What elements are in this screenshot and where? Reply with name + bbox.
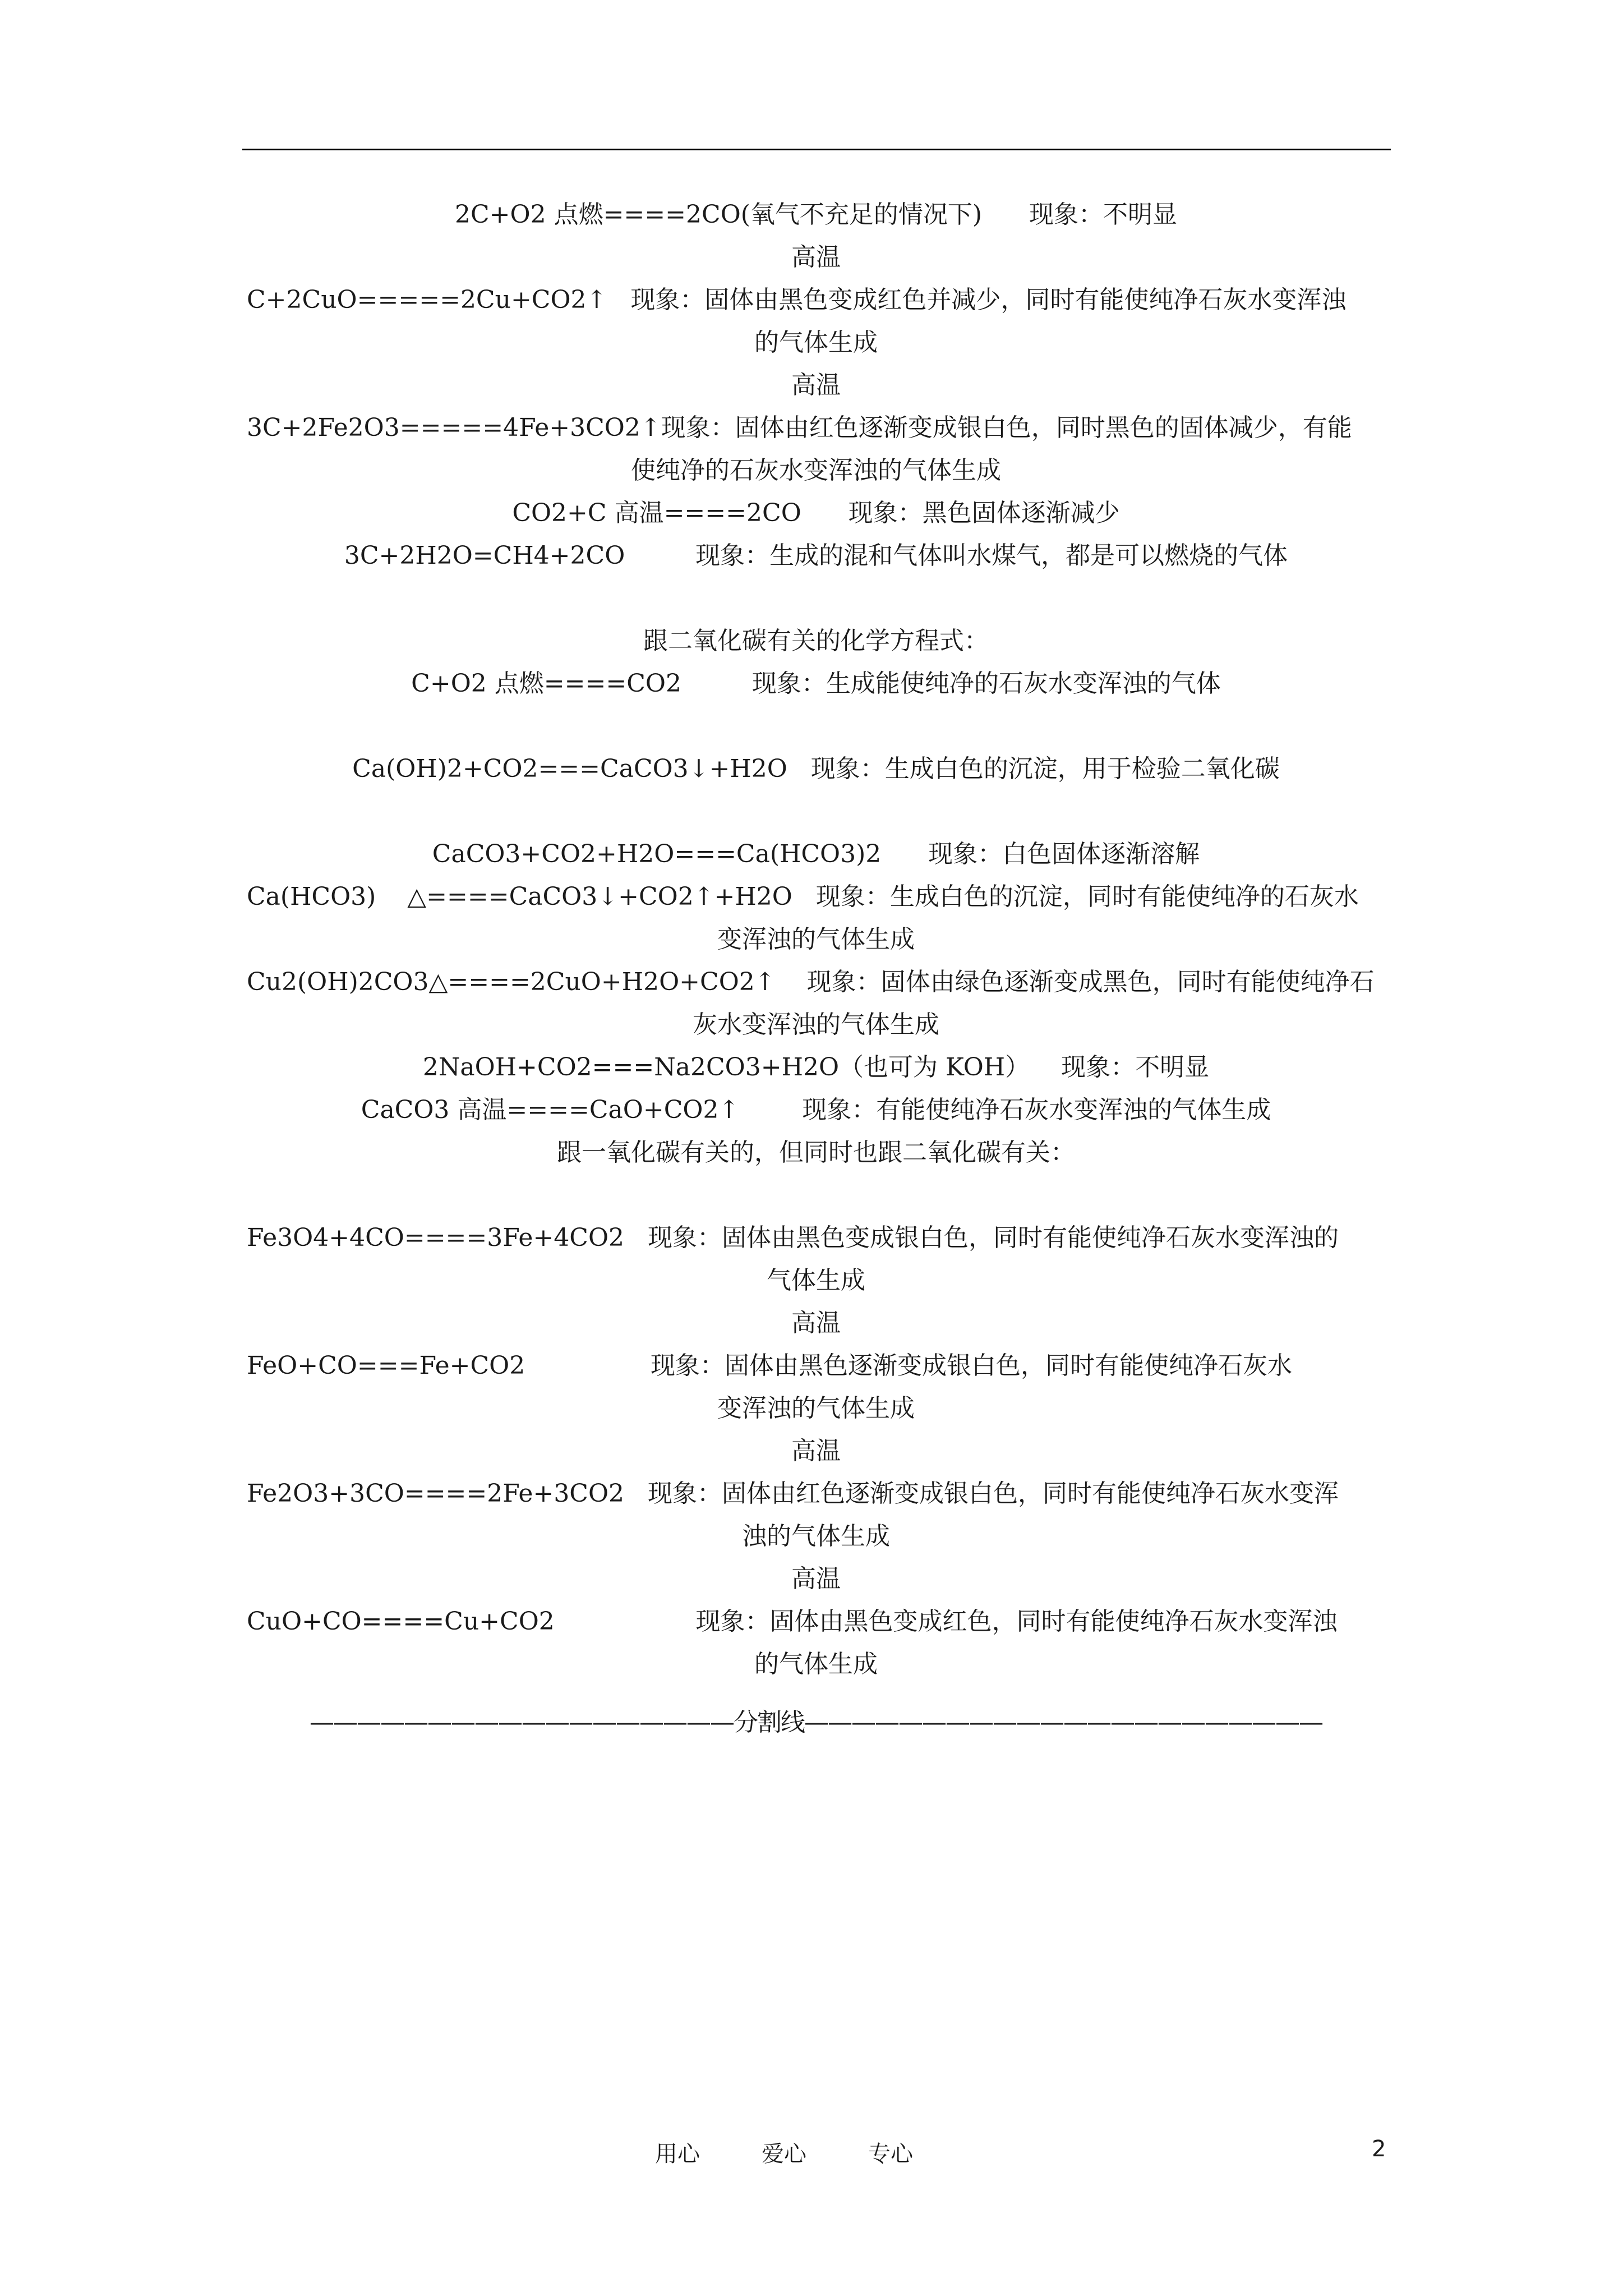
- equation-line: Ca(OH)2+CO2===CaCO3↓+H2O 现象：生成白色的沉淀，用于检验二氧化碳: [352, 754, 1280, 783]
- equation-line: 3C+2Fe2O3=====4Fe+3CO2↑现象：固体由红色逐渐变成银白色，同时黑色的固体减少，有能: [247, 413, 1352, 442]
- equation-line: FeO+CO===Fe+CO2 现象：固体由黑色逐渐变成银白色，同时有能使纯净石灰水: [247, 1351, 1292, 1380]
- equation-line: 3C+2H2O=CH4+2CO 现象：生成的混和气体叫水煤气，都是可以燃烧的气体: [344, 541, 1288, 570]
- page-number: 2: [1372, 2136, 1386, 2162]
- equation-line: C+O2 点燃====CO2 现象：生成能使纯净的石灰水变浑浊的气体: [411, 669, 1221, 698]
- equation-line: CaCO3 高温====CaO+CO2↑ 现象：有能使纯净石灰水变浑浊的气体生成: [361, 1096, 1271, 1124]
- equation-line: Fe3O4+4CO====3Fe+4CO2 现象：固体由黑色变成银白色，同时有能使纯净石灰水变浑浊的: [247, 1223, 1339, 1252]
- equation-line: C+2CuO=====2Cu+CO2↑ 现象：固体由黑色变成红色并减少，同时有能使纯净石灰水变浑浊: [247, 286, 1347, 314]
- condition-label: 高温: [791, 1565, 841, 1593]
- footer-slogan-2: 爱心: [762, 2141, 806, 2167]
- equation-line: Cu2(OH)2CO3△====2CuO+H2O+CO2↑ 现象：固体由绿色逐渐变成黑色，同时有能使纯净石: [247, 968, 1375, 996]
- equation-continuation: 灰水变浑浊的气体生成: [693, 1010, 939, 1039]
- equation-continuation: 气体生成: [767, 1266, 865, 1295]
- equation-continuation: 浊的气体生成: [742, 1522, 890, 1550]
- equation-line: CaCO3+CO2+H2O===Ca(HCO3)2 现象：白色固体逐渐溶解: [432, 840, 1200, 868]
- equation-line: CuO+CO====Cu+CO2 现象：固体由黑色变成红色，同时有能使纯净石灰水变浑浊: [247, 1607, 1338, 1636]
- header-rule: [242, 149, 1391, 150]
- footer-slogan: [655, 2136, 975, 2168]
- equation-line: 2NaOH+CO2===Na2CO3+H2O（也可为 KOH） 现象：不明显: [422, 1053, 1210, 1082]
- equation-line: 2C+O2 点燃====2CO(氧气不充足的情况下) 现象：不明显: [454, 200, 1178, 229]
- separator-line: ——————————————————分割线——————————————————————: [310, 1708, 1322, 1737]
- equation-continuation: 使纯净的石灰水变浑浊的气体生成: [631, 456, 1001, 485]
- section-heading: 跟二氧化碳有关的化学方程式：: [643, 627, 989, 655]
- condition-label: 高温: [791, 1437, 841, 1465]
- equation-continuation: 的气体生成: [754, 328, 878, 357]
- condition-label: 高温: [791, 1309, 841, 1337]
- equation-line: CO2+C 高温====2CO 现象：黑色固体逐渐减少: [512, 499, 1120, 527]
- footer-slogan-3: 专心: [868, 2141, 913, 2167]
- equation-line: Ca(HCO3) △====CaCO3↓+CO2↑+H2O 现象：生成白色的沉淀，同时有能使纯净的石灰水: [247, 882, 1359, 911]
- equation-continuation: 的气体生成: [754, 1650, 878, 1678]
- page-footer: [0, 2136, 1623, 2170]
- document-body: [247, 194, 1385, 1744]
- equation-line: Fe2O3+3CO====2Fe+3CO2 现象：固体由红色逐渐变成银白色，同时有能使纯净石灰水变浑: [247, 1479, 1339, 1508]
- condition-label: 高温: [791, 371, 841, 399]
- equation-continuation: 变浑浊的气体生成: [717, 925, 915, 954]
- section-heading: 跟一氧化碳有关的，但同时也跟二氧化碳有关：: [557, 1138, 1075, 1167]
- equation-continuation: 变浑浊的气体生成: [717, 1394, 915, 1423]
- condition-label: 高温: [791, 243, 841, 272]
- footer-slogan-1: 用心: [655, 2141, 700, 2167]
